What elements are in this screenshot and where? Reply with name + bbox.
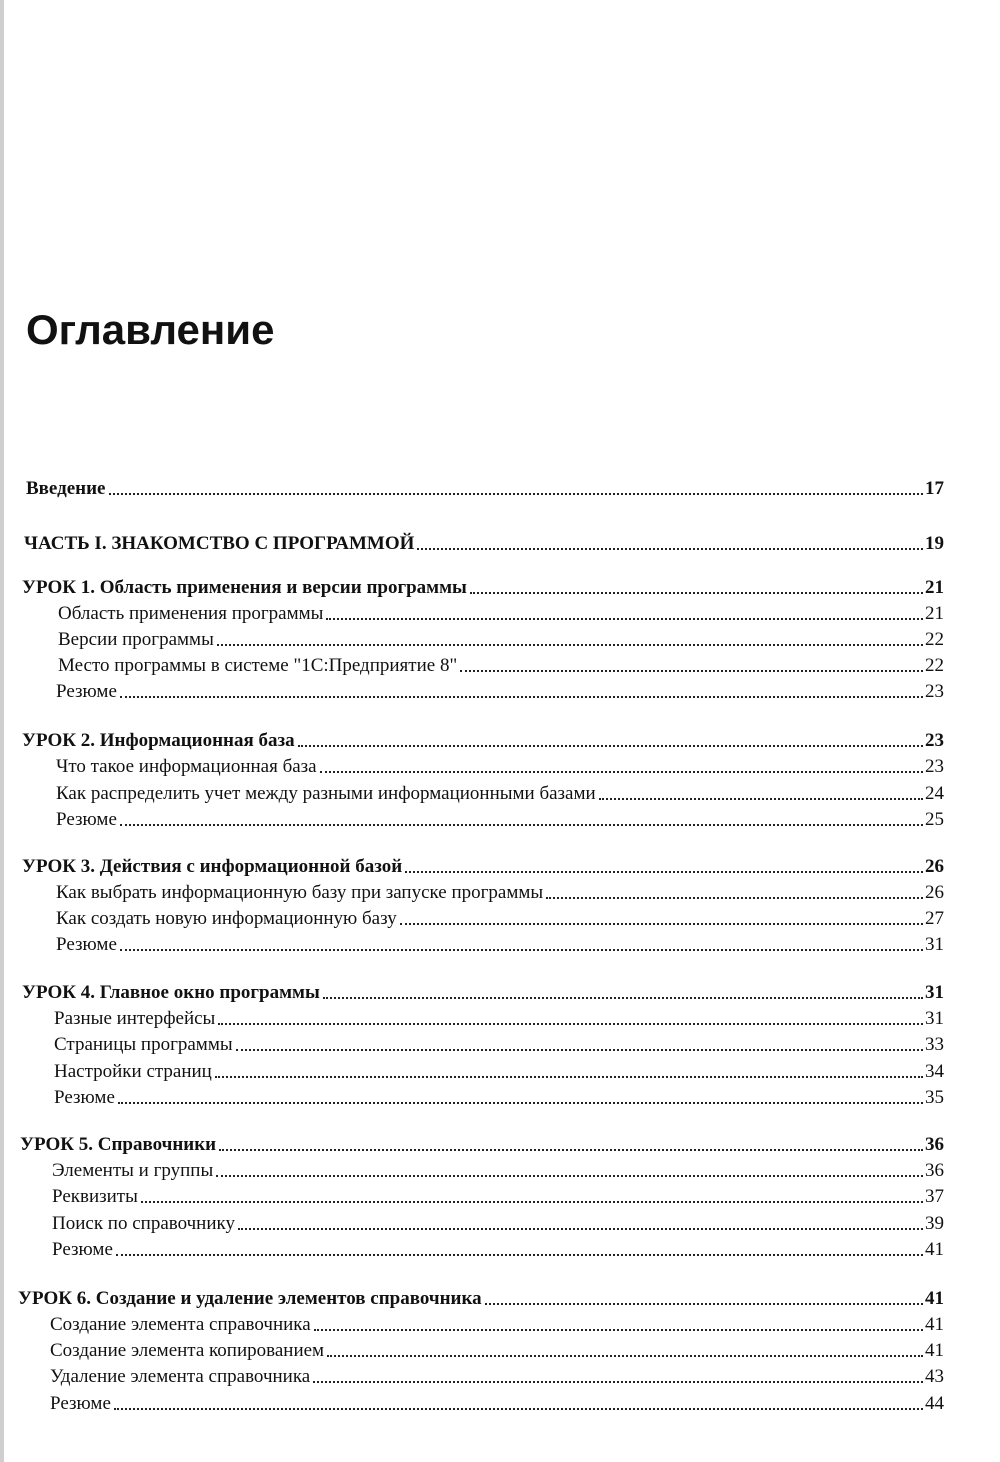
toc-subentry[interactable] <box>54 1008 944 1030</box>
toc-entry-label: Удаление элемента справочника <box>50 1366 311 1387</box>
toc-entry-lesson-2[interactable] <box>22 730 944 752</box>
dot-leader <box>313 1381 923 1383</box>
toc-subentry[interactable] <box>52 1160 944 1182</box>
toc-entry-page: 23 <box>925 681 944 702</box>
dot-leader <box>217 644 923 646</box>
toc-entry-page: 41 <box>925 1314 944 1335</box>
toc-entry-page: 31 <box>925 982 944 1003</box>
toc-subentry[interactable] <box>54 1061 944 1083</box>
dot-leader <box>485 1303 923 1305</box>
toc-entry-label: Версии программы <box>58 629 214 650</box>
toc-entry-lesson-3[interactable] <box>22 856 944 878</box>
toc-entry-page: 19 <box>925 533 944 554</box>
dot-leader <box>400 923 923 925</box>
dot-leader <box>141 1201 923 1203</box>
dot-leader <box>116 1254 923 1256</box>
toc-entry-label: Как выбрать информационную базу при запуске программы <box>56 882 544 903</box>
dot-leader <box>118 1102 923 1104</box>
toc-entry-page: 43 <box>925 1366 944 1387</box>
toc-subentry[interactable] <box>56 783 944 805</box>
toc-entry-label: Создание элемента справочника <box>50 1314 311 1335</box>
page-title: Оглавление <box>26 306 275 353</box>
toc-entry-label: Область применения программы <box>58 603 324 624</box>
dot-leader <box>417 548 923 550</box>
toc-entry-page: 24 <box>925 783 944 804</box>
toc-entry-label: Место программы в системе "1С:Предприятие 8" <box>58 655 458 676</box>
dot-leader <box>323 997 923 999</box>
toc-subentry[interactable] <box>56 882 944 904</box>
toc-entry-page: 22 <box>925 655 944 676</box>
dot-leader <box>546 897 923 899</box>
toc-subentry[interactable] <box>50 1314 944 1336</box>
toc-entry-label: Разные интерфейсы <box>54 1008 216 1029</box>
toc-entry-page: 25 <box>925 809 944 830</box>
dot-leader <box>405 871 923 873</box>
toc-entry-lesson-6[interactable] <box>18 1288 944 1310</box>
toc-entry-label: Создание элемента копированием <box>50 1340 325 1361</box>
toc-entry-label: Элементы и группы <box>52 1160 214 1181</box>
toc-entry-page: 35 <box>925 1087 944 1108</box>
toc-entry-page: 34 <box>925 1061 944 1082</box>
toc-entry-page: 44 <box>925 1393 944 1414</box>
toc-entry-label: УРОК 4. Главное окно программы <box>22 982 320 1003</box>
toc-subentry[interactable] <box>50 1340 944 1362</box>
dot-leader <box>120 696 923 698</box>
dot-leader <box>114 1408 923 1410</box>
dot-leader <box>109 493 924 495</box>
dot-leader <box>470 592 923 594</box>
toc-entry-label: УРОК 2. Информационная база <box>22 730 295 751</box>
toc-entry-label: УРОК 1. Область применения и версии программы <box>22 577 467 598</box>
toc-entry-page: 41 <box>925 1239 944 1260</box>
toc-entry-page: 36 <box>925 1160 944 1181</box>
toc-entry-page: 31 <box>925 934 944 955</box>
dot-leader <box>314 1329 923 1331</box>
toc-subentry[interactable] <box>56 681 944 703</box>
dot-leader <box>120 824 923 826</box>
toc-entry-page: 26 <box>925 856 944 877</box>
dot-leader <box>218 1023 923 1025</box>
dot-leader <box>327 1355 923 1357</box>
toc-entry-label: УРОК 5. Справочники <box>20 1134 217 1155</box>
toc-entry-lesson-4[interactable] <box>22 982 944 1004</box>
dot-leader <box>236 1049 923 1051</box>
toc-entry-page: 22 <box>925 629 944 650</box>
toc-entry-introduction[interactable] <box>26 478 944 500</box>
toc-subentry[interactable] <box>54 1087 944 1109</box>
toc-subentry[interactable] <box>50 1393 944 1415</box>
toc-entry-part-1[interactable] <box>24 533 944 555</box>
toc-entry-page: 41 <box>925 1340 944 1361</box>
toc-subentry[interactable] <box>58 629 944 651</box>
toc-entry-page: 37 <box>925 1186 944 1207</box>
toc-subentry[interactable] <box>56 934 944 956</box>
toc-subentry[interactable] <box>52 1239 944 1261</box>
toc-entry-label: Резюме <box>54 1087 115 1108</box>
toc-entry-label: Резюме <box>56 934 117 955</box>
toc-subentry[interactable] <box>52 1213 944 1235</box>
toc-entry-page: 23 <box>925 730 944 751</box>
toc-entry-label: Резюме <box>52 1239 113 1260</box>
toc-entry-label: Поиск по справочнику <box>52 1213 235 1234</box>
dot-leader <box>238 1228 923 1230</box>
dot-leader <box>215 1076 923 1078</box>
toc-entry-label: Введение <box>26 478 106 499</box>
toc-subentry[interactable] <box>56 809 944 831</box>
toc-entry-label: Резюме <box>56 681 117 702</box>
dot-leader <box>320 771 923 773</box>
toc-entry-page: 26 <box>925 882 944 903</box>
dot-leader <box>326 618 923 620</box>
toc-subentry[interactable] <box>58 655 944 677</box>
toc-entry-label: Что такое информационная база <box>56 756 317 777</box>
dot-leader <box>120 949 923 951</box>
dot-leader <box>216 1175 923 1177</box>
toc-entry-page: 21 <box>925 577 944 598</box>
toc-entry-lesson-1[interactable] <box>22 577 944 599</box>
toc-entry-label: Страницы программы <box>54 1034 233 1055</box>
dot-leader <box>298 745 923 747</box>
toc-entry-label: Реквизиты <box>52 1186 138 1207</box>
dot-leader <box>219 1149 923 1151</box>
toc-entry-page: 17 <box>925 478 944 499</box>
toc-entry-label: УРОК 6. Создание и удаление элементов справочника <box>18 1288 482 1309</box>
toc-subentry[interactable] <box>56 908 944 930</box>
toc-entry-label: Резюме <box>56 809 117 830</box>
toc-entry-page: 39 <box>925 1213 944 1234</box>
toc-entry-label: УРОК 3. Действия с информационной базой <box>22 856 403 877</box>
toc-entry-page: 23 <box>925 756 944 777</box>
toc-subentry[interactable] <box>56 756 944 778</box>
dot-leader <box>460 670 923 672</box>
toc-entry-label: Настройки страниц <box>54 1061 212 1082</box>
toc-entry-label: Как создать новую информационную базу <box>56 908 397 929</box>
toc-entry-page: 27 <box>925 908 944 929</box>
dot-leader <box>599 798 923 800</box>
toc-subentry[interactable] <box>50 1366 944 1388</box>
toc-entry-page: 21 <box>925 603 944 624</box>
toc-subentry[interactable] <box>52 1186 944 1208</box>
toc-subentry[interactable] <box>58 603 944 625</box>
toc-entry-label: Как распределить учет между разными информационными базами <box>56 783 596 804</box>
toc-entry-page: 31 <box>925 1008 944 1029</box>
toc-subentry[interactable] <box>54 1034 944 1056</box>
toc-entry-label: Резюме <box>50 1393 111 1414</box>
toc-entry-page: 33 <box>925 1034 944 1055</box>
toc-entry-label: ЧАСТЬ I. ЗНАКОМСТВО С ПРОГРАММОЙ <box>24 533 415 554</box>
toc-entry-page: 41 <box>925 1288 944 1309</box>
toc-entry-page: 36 <box>925 1134 944 1155</box>
toc-entry-lesson-5[interactable] <box>20 1134 944 1156</box>
